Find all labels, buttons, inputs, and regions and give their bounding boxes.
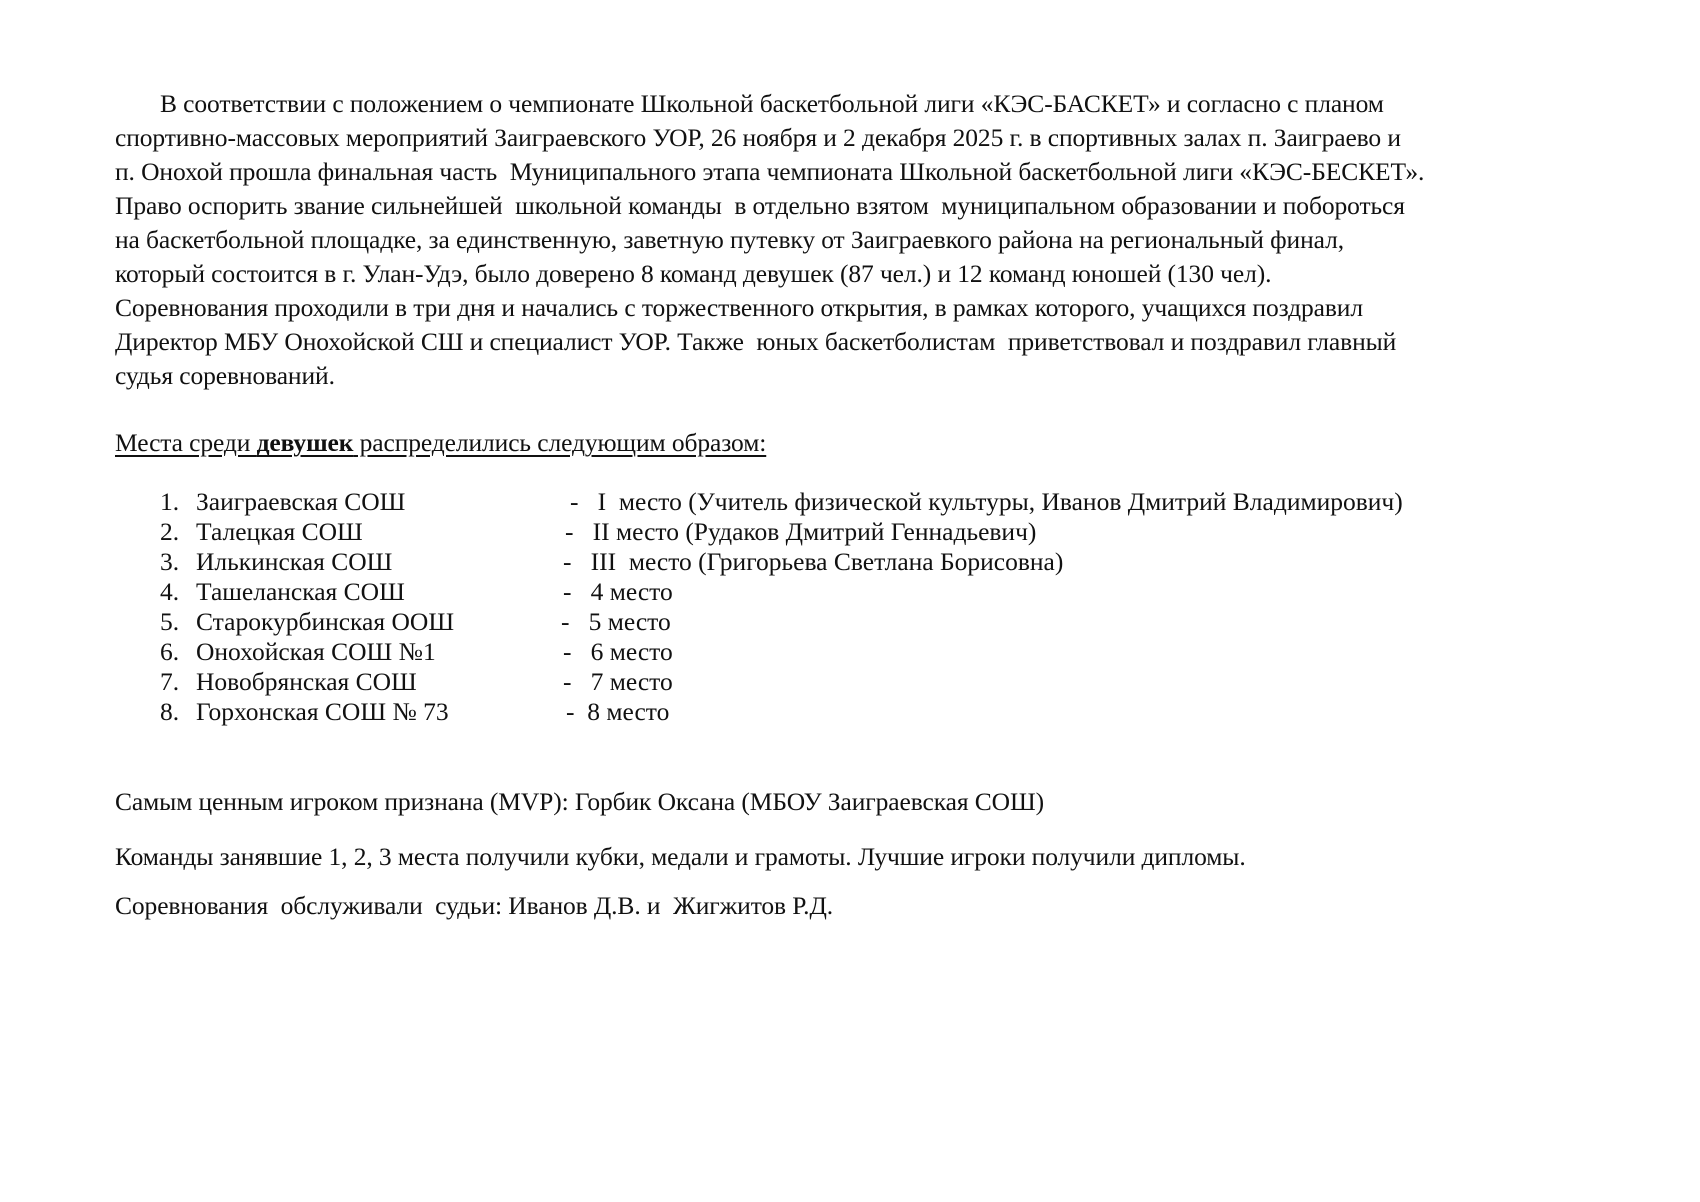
intro-line: который состоится в г. Улан-Удэ, было доверено 8 команд девушек (87 чел.) и 12 команд юношей (130 чел). xyxy=(115,259,1272,288)
list-item-number: 4. xyxy=(160,577,180,606)
heading-prefix: Места среди xyxy=(115,428,257,457)
intro-line: п. Онохой прошла финальная часть Муниципального этапа чемпионата Школьной баскетбольной лиги «КЭС-БЕСКЕТ». xyxy=(115,157,1425,186)
list-item-place: - 6 место xyxy=(563,637,673,666)
list-item-number: 2. xyxy=(160,517,180,546)
heading-suffix: распределились следующим образом: xyxy=(353,428,767,457)
list-item-number: 7. xyxy=(160,667,180,696)
mvp-text: Самым ценным игроком признана (MVP): Горбик Оксана (МБОУ Заиграевская СОШ) xyxy=(115,787,1044,816)
list-item-place: - I место (Учитель физической культуры, Иванов Дмитрий Владимирович) xyxy=(570,487,1403,516)
list-item-team: Новобрянская СОШ xyxy=(196,667,417,696)
list-item-number: 6. xyxy=(160,637,180,666)
intro-line: на баскетбольной площадке, за единственную, заветную путевку от Заиграевкого района на региональный финал, xyxy=(115,225,1344,254)
list-item-team: Горхонская СОШ № 73 xyxy=(196,697,449,726)
list-item-place: - II место (Рудаков Дмитрий Геннадьевич) xyxy=(565,517,1037,546)
list-item-place: - III место (Григорьева Светлана Борисовна) xyxy=(563,547,1064,576)
list-item-number: 8. xyxy=(160,697,180,726)
intro-line: спортивно-массовых мероприятий Заиграевского УОР, 26 ноября и 2 декабря 2025 г. в спортивных залах п. Заиграево и xyxy=(115,123,1401,152)
list-item-place: - 7 место xyxy=(563,667,673,696)
list-item-place: - 5 место xyxy=(561,607,671,636)
list-item-place: - 8 место xyxy=(566,697,670,726)
heading-bold: девушек xyxy=(256,428,354,457)
list-item-team: Ташеланская СОШ xyxy=(196,577,405,606)
intro-line: Соревнования проходили в три дня и начались с торжественного открытия, в рамках которого, учащихся поздравил xyxy=(115,293,1363,322)
list-item-team: Старокурбинская ООШ xyxy=(196,607,455,636)
list-item-team: Илькинская СОШ xyxy=(196,547,393,576)
intro-line: судья соревнований. xyxy=(115,361,335,390)
girls-results-heading xyxy=(115,428,766,458)
list-item-team: Заиграевская СОШ xyxy=(196,487,406,516)
list-item-number: 5. xyxy=(160,607,180,636)
list-item-number: 3. xyxy=(160,547,180,576)
list-item-place: - 4 место xyxy=(563,577,673,606)
intro-line: Право оспорить звание сильнейшей школьной команды в отдельно взятом муниципальном образовании и побороться xyxy=(115,191,1405,220)
list-item-number: 1. xyxy=(160,487,180,516)
intro-line: В соответствии с положением о чемпионате Школьной баскетбольной лиги «КЭС-БАСКЕТ» и согласно с планом xyxy=(160,89,1384,118)
awards-text: Команды занявшие 1, 2, 3 места получили кубки, медали и грамоты. Лучшие игроки получили дипломы. xyxy=(115,842,1246,871)
intro-line: Директор МБУ Онохойской СШ и специалист УОР. Также юных баскетболистам приветствовал и поздравил главный xyxy=(115,327,1397,356)
referees-text: Соревнования обслуживали судьи: Иванов Д.В. и Жигжитов Р.Д. xyxy=(115,891,834,920)
list-item-team: Онохойская СОШ №1 xyxy=(196,637,436,666)
list-item-team: Талецкая СОШ xyxy=(196,517,363,546)
